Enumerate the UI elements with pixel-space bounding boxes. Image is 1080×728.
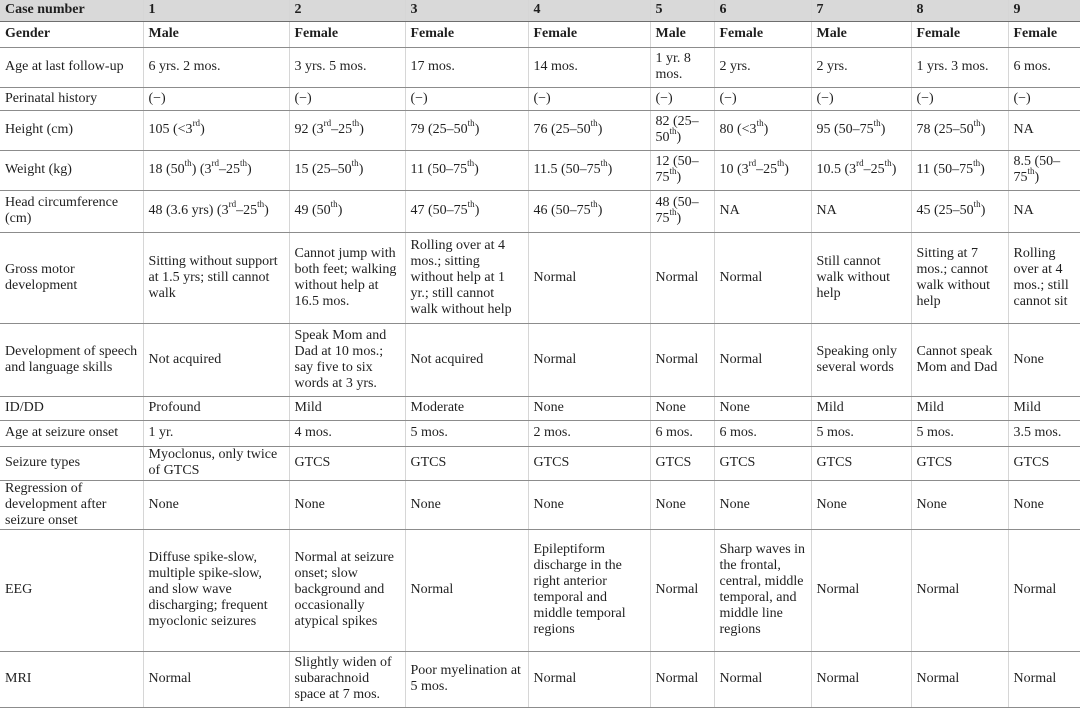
table-cell: GTCS [289,446,405,480]
table-cell: Normal [911,651,1008,707]
table-cell: 6 yrs. 2 mos. [143,47,289,87]
header-cell: 3 [405,0,528,21]
table-cell: None [911,480,1008,529]
table-cell: 49 (50th) [289,190,405,232]
header-cell: 9 [1008,0,1080,21]
table-cell: 11 (50–75th) [911,150,1008,190]
table-cell: 45 (25–50th) [911,190,1008,232]
table-cell: 3 yrs. 5 mos. [289,47,405,87]
table-cell: Not acquired [143,323,289,396]
table-cell: 10.5 (3rd–25th) [811,150,911,190]
table-cell: Female [289,21,405,47]
table-cell: 11 (50–75th) [405,150,528,190]
table-row [0,150,1080,190]
table-cell: None [528,480,650,529]
row-label: Weight (kg) [0,150,143,190]
row-label: Perinatal history [0,87,143,110]
table-cell: GTCS [650,446,714,480]
table-cell: Normal [714,323,811,396]
table-cell: Male [143,21,289,47]
table-cell: GTCS [528,446,650,480]
table-row [0,651,1080,707]
table-cell: 5 mos. [811,420,911,446]
row-label: MRI [0,651,143,707]
table-cell: Female [528,21,650,47]
table-row [0,529,1080,651]
table-cell: 1 yrs. 3 mos. [911,47,1008,87]
table-cell: 5 mos. [405,420,528,446]
table-cell: Normal [911,529,1008,651]
table-cell: NA [1008,110,1080,150]
table-cell: GTCS [405,446,528,480]
header-cell: 1 [143,0,289,21]
table-cell: NA [1008,190,1080,232]
table-cell: GTCS [1008,446,1080,480]
table-cell: 47 (50–75th) [405,190,528,232]
header-cell: 7 [811,0,911,21]
table-cell: 4 mos. [289,420,405,446]
table-cell: 105 (<3rd) [143,110,289,150]
table-cell: Mild [1008,396,1080,420]
row-label: Development of speech and language skills [0,323,143,396]
table-cell: Cannot speak Mom and Dad [911,323,1008,396]
table-cell: 2 yrs. [714,47,811,87]
table-cell: 6 mos. [714,420,811,446]
table-cell: 6 mos. [650,420,714,446]
table-cell: NA [714,190,811,232]
row-label: Head circumference (cm) [0,190,143,232]
row-label: Gender [0,21,143,47]
table-cell: (−) [1008,87,1080,110]
header-cell: Case number [0,0,143,21]
table-cell: 1 yr. 8 mos. [650,47,714,87]
table-cell: 78 (25–50th) [911,110,1008,150]
table-cell: Female [405,21,528,47]
table-row [0,21,1080,47]
table-cell: Normal [528,232,650,323]
table-row [0,47,1080,87]
table-cell: Normal [650,323,714,396]
table-cell: (−) [289,87,405,110]
table-cell: NA [811,190,911,232]
table-cell: Normal [714,651,811,707]
table-cell: Still cannot walk without help [811,232,911,323]
table-row [0,110,1080,150]
table-row [0,446,1080,480]
table-cell: Sitting at 7 mos.; cannot walk without help [911,232,1008,323]
table-cell: Normal [405,529,528,651]
table-cell: None [289,480,405,529]
table-cell: 3.5 mos. [1008,420,1080,446]
table-cell: 14 mos. [528,47,650,87]
table-row [0,232,1080,323]
table-cell: Normal [143,651,289,707]
table-cell: 5 mos. [911,420,1008,446]
table-cell: None [1008,480,1080,529]
table-cell: 12 (50–75th) [650,150,714,190]
row-label: ID/DD [0,396,143,420]
table-cell: None [1008,323,1080,396]
table-cell: Male [650,21,714,47]
table-cell: 48 (3.6 yrs) (3rd–25th) [143,190,289,232]
table-cell: 6 mos. [1008,47,1080,87]
table-cell: Rolling over at 4 mos.; still cannot sit [1008,232,1080,323]
table-cell: (−) [528,87,650,110]
table-cell: None [650,480,714,529]
header-cell: 8 [911,0,1008,21]
table-cell: Female [911,21,1008,47]
table-cell: Poor myelination at 5 mos. [405,651,528,707]
row-label: Age at seizure onset [0,420,143,446]
row-label: Regression of development after seizure onset [0,480,143,529]
table-cell: None [714,396,811,420]
table-cell: 11.5 (50–75th) [528,150,650,190]
table-cell: (−) [650,87,714,110]
table-cell: 2 yrs. [811,47,911,87]
table-cell: 18 (50th) (3rd–25th) [143,150,289,190]
table-cell: (−) [811,87,911,110]
table-cell: None [143,480,289,529]
table-cell: 15 (25–50th) [289,150,405,190]
table-cell: Normal [714,232,811,323]
header-cell: 2 [289,0,405,21]
table-cell: 2 mos. [528,420,650,446]
table-row [0,190,1080,232]
table-cell: GTCS [714,446,811,480]
table-cell: Female [1008,21,1080,47]
table-cell: Sharp waves in the frontal, central, middle temporal, and middle line regions [714,529,811,651]
table-cell: 8.5 (50–75th) [1008,150,1080,190]
row-label: Seizure types [0,446,143,480]
table-cell: Normal [811,529,911,651]
table-cell: (−) [405,87,528,110]
table-cell: Normal [528,323,650,396]
table-cell: 80 (<3th) [714,110,811,150]
table-cell: Myoclonus, only twice of GTCS [143,446,289,480]
header-cell: 5 [650,0,714,21]
table-cell: 79 (25–50th) [405,110,528,150]
table-cell: 76 (25–50th) [528,110,650,150]
table-cell: None [811,480,911,529]
table-cell: Male [811,21,911,47]
row-label: EEG [0,529,143,651]
table-cell: (−) [714,87,811,110]
table-row [0,87,1080,110]
table-row [0,480,1080,529]
table-cell: Normal [650,529,714,651]
row-label: Gross motor development [0,232,143,323]
table-row [0,323,1080,396]
table-cell: Normal at seizure onset; slow background and occasionally atypical spikes [289,529,405,651]
table-cell: Normal [811,651,911,707]
table-cell: Speaking only several words [811,323,911,396]
table-cell: Profound [143,396,289,420]
table-cell: Mild [811,396,911,420]
table-cell: (−) [911,87,1008,110]
table-cell: 92 (3rd–25th) [289,110,405,150]
header-cell: 4 [528,0,650,21]
table-cell: Rolling over at 4 mos.; sitting without help at 1 yr.; still cannot walk without help [405,232,528,323]
table-cell: Not acquired [405,323,528,396]
table-cell: None [714,480,811,529]
table-cell: Normal [1008,651,1080,707]
table-cell: Moderate [405,396,528,420]
table-cell: None [650,396,714,420]
table-cell: GTCS [811,446,911,480]
table-cell: 46 (50–75th) [528,190,650,232]
table-cell: Cannot jump with both feet; walking without help at 16.5 mos. [289,232,405,323]
table-cell: (−) [143,87,289,110]
table-cell: 95 (50–75th) [811,110,911,150]
table-cell: 17 mos. [405,47,528,87]
table-cell: 82 (25–50th) [650,110,714,150]
header-row [0,0,1080,21]
table-cell: None [528,396,650,420]
table-row [0,396,1080,420]
table-cell: Normal [528,651,650,707]
header-cell: 6 [714,0,811,21]
table-cell: Normal [1008,529,1080,651]
table-cell: GTCS [911,446,1008,480]
table-cell: Diffuse spike-slow, multiple spike-slow, and slow wave discharging; frequent myoclonic seizures [143,529,289,651]
table-cell: Slightly widen of subarachnoid space at 7 mos. [289,651,405,707]
table-row [0,420,1080,446]
row-label: Age at last follow-up [0,47,143,87]
table-cell: None [405,480,528,529]
table-cell: Normal [650,232,714,323]
table-cell: Normal [650,651,714,707]
table-cell: Female [714,21,811,47]
row-label: Height (cm) [0,110,143,150]
table-cell: Mild [289,396,405,420]
table-cell: Sitting without support at 1.5 yrs; still cannot walk [143,232,289,323]
table-cell: Speak Mom and Dad at 10 mos.; say five to six words at 3 yrs. [289,323,405,396]
table-cell: Epileptiform discharge in the right anterior temporal and middle temporal regions [528,529,650,651]
table-cell: 10 (3rd–25th) [714,150,811,190]
table-cell: Mild [911,396,1008,420]
table-cell: 48 (50–75th) [650,190,714,232]
table-cell: 1 yr. [143,420,289,446]
